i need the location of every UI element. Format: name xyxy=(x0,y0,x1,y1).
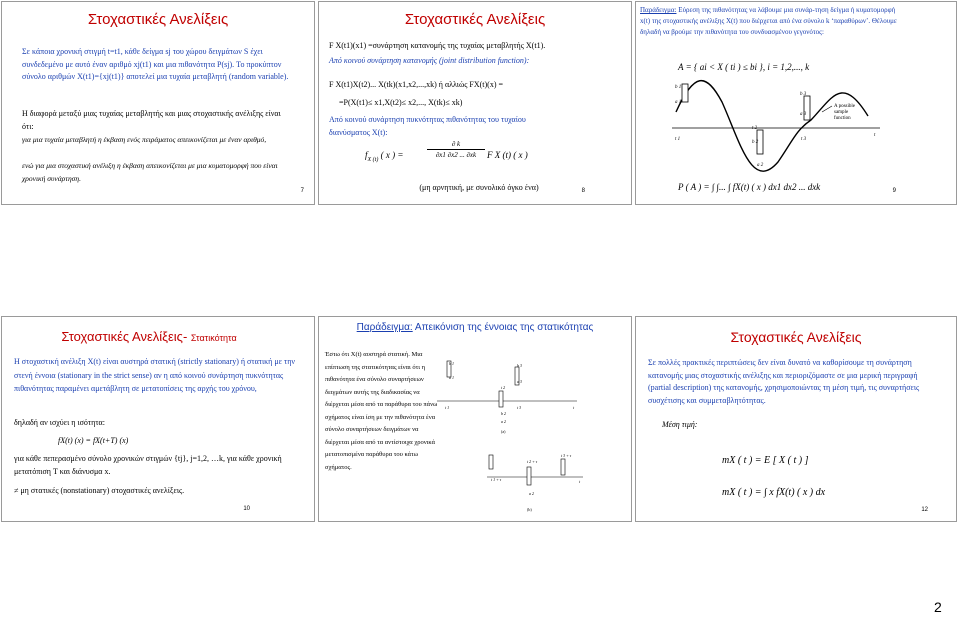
slide-11-text: Έστω ότι X(t) αυστηρά στατική. Μια επίπτωση της στατικότητας είναι ότι η πιθανότητα ένα σύνολο συναρτήσεων δειγμάτων αυτής της διαδικασίας να διέρχεται μέσα από τα παράθυρα του πάνω σχήματος είναι ίση με την πιθανότητα ένα σύνολο συναρτήσεων δειγμάτων να διέρχεται μέσα από τα αντίστοιχα χρονικά μετατοπισμένα παράθυρα του κάτω σχήματος. xyxy=(325,351,438,471)
slide-7-title: Στοχαστικές Ανελίξεις xyxy=(87,11,229,28)
slide-11-title-text: Απεικόνιση της έννοιας της στατικότητας xyxy=(412,322,594,333)
slide-9-sample-function-figure xyxy=(636,2,957,205)
slide-11 xyxy=(318,316,632,522)
slide-10-title-sub: Στατικότητα xyxy=(190,333,237,343)
slide-8-line-4: =P(X(t1)≤ x1,X(t2)≤ x2,..., X(tk)≤ xk) xyxy=(339,98,463,107)
slide-8-pdf-lhs: $f_{X (t)}$ ( x ) = xyxy=(365,150,404,163)
slide-10-title-main: Στοχαστικές Ανελίξεις- xyxy=(61,329,191,344)
svg-text:b 1: b 1 xyxy=(675,85,682,90)
slide-10-paragraph-1: Η στοχαστική ανέλιξη X(t) είναι αυστηρά στατική (strictly stationary) ή στατική με την στενή έννοια (stationary in the strict sense) αν η από κοινού συνάρτηση πυκνότητας πιθανότητας παραμένει αμετάβλητη σε μετατοπίσεις της αρχής του χρόνου, xyxy=(14,357,296,393)
svg-text:a 2: a 2 xyxy=(529,491,534,496)
svg-text:t 3: t 3 xyxy=(801,137,807,142)
svg-text:t: t xyxy=(579,479,581,484)
slide-11-title-label: Παράδειγμα: xyxy=(356,322,413,333)
slide-11-caption-b: (b) xyxy=(527,507,532,512)
slide-7 xyxy=(1,1,315,205)
svg-text:t 2 + τ: t 2 + τ xyxy=(527,459,538,464)
svg-text:a 2: a 2 xyxy=(501,419,506,424)
slide-8-line-5: Από κοινού συνάρτηση πυκνότητας πιθανότητας του τυχαίου διανύσματος X(t): xyxy=(329,115,526,137)
slide-10 xyxy=(1,316,315,522)
slide-10-stationarity-equation: fX(t) (x) = fX(t+T) (x) xyxy=(58,436,129,445)
slide-7-paragraph-1: Σε κάποια χρονική στιγμή t=t1, κάθε δείγμα sj του χώρου δειγμάτων S έχει συνδεδεμένο με αυτό έναν αριθμό xj(t1) και μια πιθανότητα P(sj). Το προκύπτον σύνολο αριθμών X(t1)={xj(t1)} αποτελεί μια τυχαία μεταβλητή (random variable). xyxy=(22,47,289,81)
document-page-number: 2 xyxy=(934,599,942,615)
svg-text:b 2: b 2 xyxy=(501,411,506,416)
svg-text:b 1: b 1 xyxy=(449,361,454,366)
svg-text:a 1: a 1 xyxy=(675,100,682,105)
svg-text:a 1: a 1 xyxy=(449,375,454,380)
slide-8-pdf-fraction: ∂ k ∂x1 ∂x2 ... ∂xk xyxy=(427,140,485,159)
svg-text:t 1: t 1 xyxy=(675,137,681,142)
slide-10-title xyxy=(1,329,314,344)
svg-text:t: t xyxy=(573,405,575,410)
slide-10-paragraph-2: δηλαδή αν ισχύει η ισότητα: xyxy=(14,418,105,427)
slide-9-probability-equation: P ( A ) = ∫ ∫... ∫ fX(t) ( x ) dx1 dx2 ... dxk xyxy=(678,182,821,192)
svg-text:a 3: a 3 xyxy=(517,379,522,384)
svg-text:t: t xyxy=(874,133,876,138)
svg-text:t 1 + τ: t 1 + τ xyxy=(491,477,502,482)
slide-10-page-number: 10 xyxy=(243,506,250,512)
slide-12-mean-equation: mX ( t ) = E [ X ( t ) ] xyxy=(722,455,809,466)
slide-8-title: Στοχαστικές Ανελίξεις xyxy=(404,11,546,28)
svg-text:b 3: b 3 xyxy=(800,92,807,97)
slide-9-page-number: 9 xyxy=(892,188,896,194)
slide-12 xyxy=(635,316,957,522)
svg-text:b 2: b 2 xyxy=(752,140,759,145)
slide-8-note: (μη αρνητική, με συνολικό όγκο ένα) xyxy=(419,183,539,192)
slide-8-line-3: F X(t1)X(t2)... X(tk)(x1,x2,...,xk) ή αλλιώς FX(t)(x) = xyxy=(329,80,503,89)
svg-text:b 3: b 3 xyxy=(517,363,522,368)
slide-8-line-2: Από κοινού συνάρτηση κατανομής (joint distribution function): xyxy=(329,56,530,65)
slide-9-legend-line-2: sample xyxy=(834,110,849,115)
svg-text:t 2: t 2 xyxy=(501,385,506,390)
slide-7-paragraph-4: ενώ για μια στοχαστική ανέλιξη η έκβαση απεικονίζεται με μια κυματομορφή που είναι χρονική συνάρτηση. xyxy=(22,161,278,183)
slide-8-pdf-rhs: F X (t) ( x ) xyxy=(487,150,528,160)
slide-9-legend-line-3: function xyxy=(834,116,851,121)
slide-12-title: Στοχαστικές Ανελίξεις xyxy=(730,329,862,345)
slide-8 xyxy=(318,1,632,205)
slide-9-set-equation: A = { ai < X ( ti ) ≤ bi }, i = 1,2,..., k xyxy=(678,62,810,72)
slide-8-page-number: 8 xyxy=(581,188,585,194)
svg-text:t 3 + τ: t 3 + τ xyxy=(561,453,572,458)
slide-9-example-label: Παράδειγμα: xyxy=(640,6,677,14)
slide-10-paragraph-3: για κάθε πεπερασμένο σύνολο χρονικών στιγμών {tj}, j=1,2, …k, για κάθε χρονική μετατόπιση T και διάνυσμα x. xyxy=(14,454,282,476)
slide-7-paragraph-3: για μια τυχαία μεταβλητή η έκβαση ενός πειράματος απεικονίζεται με έναν αριθμό, xyxy=(22,135,267,144)
svg-text:t 3: t 3 xyxy=(517,405,522,410)
slide-12-paragraph-2: Μέση τιμή: xyxy=(662,420,698,429)
slide-9-legend-line-1: A possible xyxy=(834,104,855,109)
slide-12-mean-integral: mX ( t ) = ∫ x fX(t) ( x ) dx xyxy=(722,487,826,498)
slide-9 xyxy=(635,1,957,205)
svg-text:a 3: a 3 xyxy=(800,112,807,117)
svg-text:t 2: t 2 xyxy=(752,126,758,131)
slide-12-page-number: 12 xyxy=(921,507,928,513)
slide-10-paragraph-4: ≠ μη στατικές (nonstationary) στοχαστικές ανελίξεις. xyxy=(14,486,185,495)
svg-text:t 1: t 1 xyxy=(445,405,450,410)
slide-11-caption-a: (a) xyxy=(501,429,506,434)
slide-8-line-1: F X(t1)(x1) =συνάρτηση κατανομής της τυχαίας μεταβλητής X(t1). xyxy=(329,41,546,50)
slide-7-paragraph-2: Η διαφορά μεταξύ μιας τυχαίας μεταβλητής και μιας στοχαστικής ανέλιξης είναι ότι: xyxy=(22,109,281,131)
slide-9-example-body: Εύρεση της πιθανότητας να λάβουμε μια συνάρ-τηση δείγμα ή κυματομορφή x(t) της στοχαστικής ανέλιξης X(t) που διέρχεται από ένα σύνολο k ‘παραθύρων’. Θέλουμε δηλαδή να βρούμε την πιθανότητα του συνδυασμένου γεγονότος: xyxy=(640,6,897,36)
svg-text:a 2: a 2 xyxy=(757,163,764,168)
slide-7-page-number: 7 xyxy=(300,188,304,194)
slide-12-paragraph-1: Σε πολλές πρακτικές περιπτώσεις δεν είναι δυνατό να καθορίσουμε τη συνάρτηση κατανομής μιας στοχαστικής ανέλιξης και περιοριζόμαστε σε μια μερική περιγραφή (partial description) της κατανομής, χρησιμοποιώντας τη μέση τιμή, τις συναρτήσεις συσχέτισης και συμμεταβλητότητας. xyxy=(648,358,920,405)
slide-11-stationarity-figure xyxy=(319,317,632,522)
